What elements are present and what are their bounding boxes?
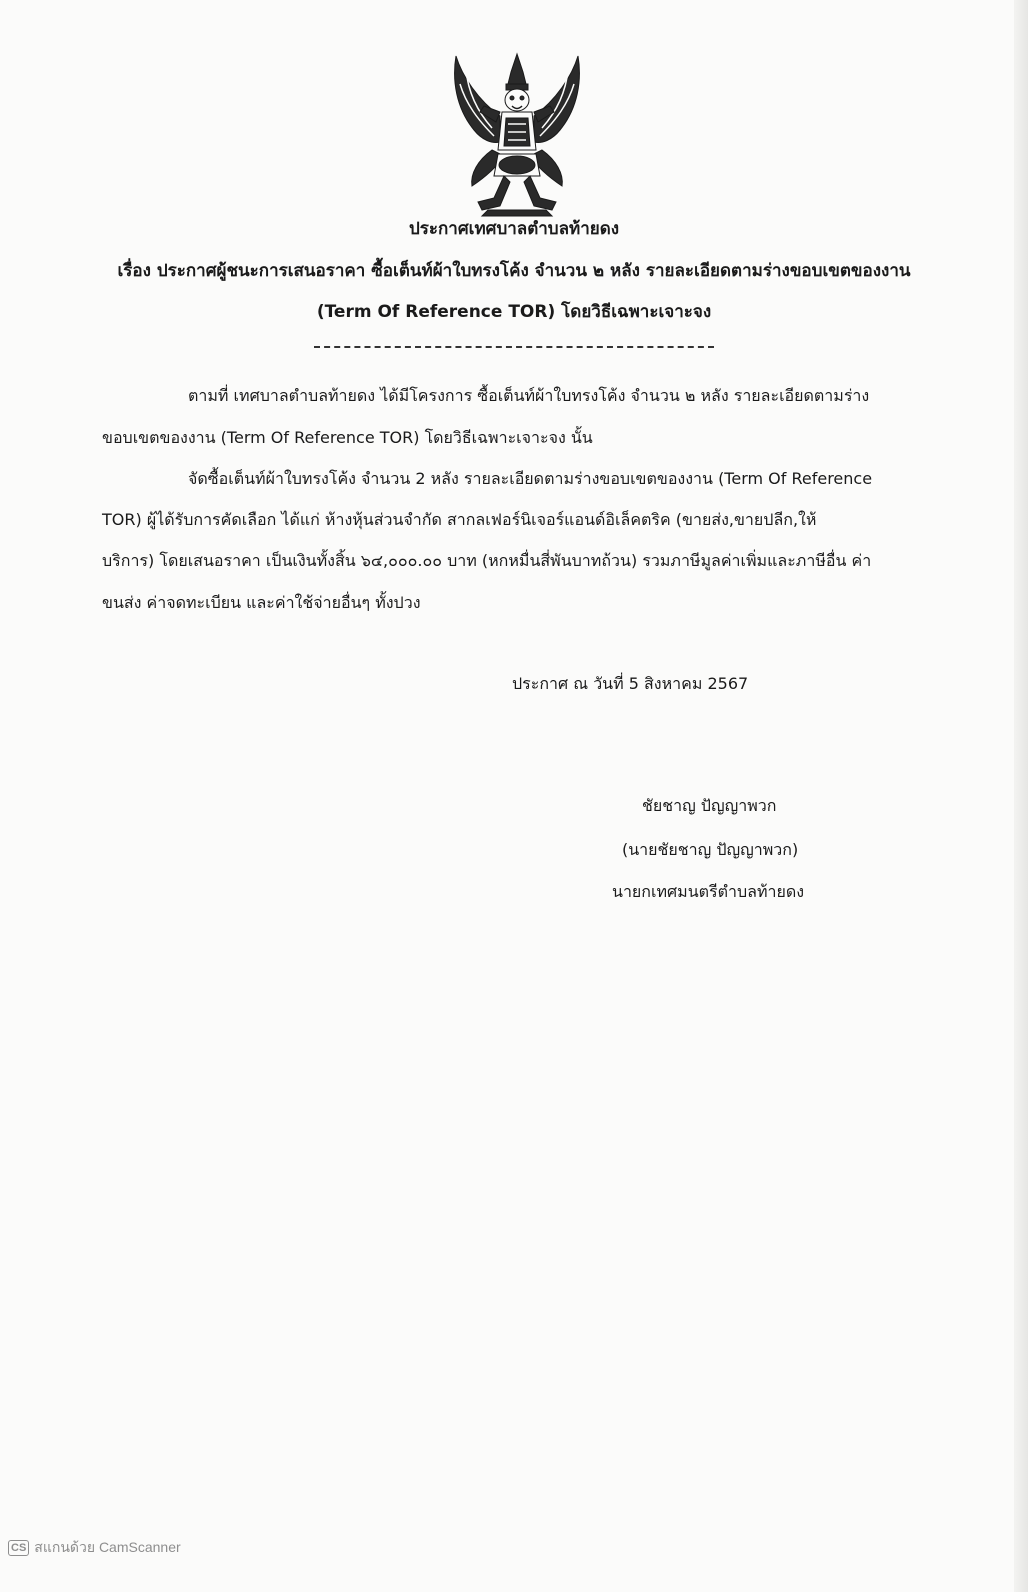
body-line-2: ขอบเขตของงาน (Term Of Reference TOR) โดยวิธีเฉพาะเจาะจง นั้น — [102, 428, 593, 447]
signatory-full-name: (นายชัยชาญ ปัญญาพวก) — [622, 840, 799, 859]
divider-line — [314, 346, 714, 348]
body-line-3: จัดซื้อเต็นท์ผ้าใบทรงโค้ง จำนวน 2 หลัง รายละเอียดตามร่างขอบเขตของงาน (Term Of Reference — [188, 469, 873, 488]
body-line-5: บริการ) โดยเสนอราคา เป็นเงินทั้งสิ้น ๖๔,๐๐๐.๐๐ บาท (หกหมื่นสี่พันบาทถ้วน) รวมภาษีมูลค่าเพิ่มและภาษีอื่น ค่า — [102, 551, 872, 570]
body-line-1: ตามที่ เทศบาลตำบลท้ายดง ได้มีโครงการ ซื้อเต็นท์ผ้าใบทรงโค้ง จำนวน ๒ หลัง รายละเอียดตามร่าง — [188, 386, 870, 405]
document-title: ประกาศเทศบาลตำบลท้ายดง — [408, 219, 620, 239]
body-line-4: TOR) ผู้ได้รับการคัดเลือก ได้แก่ ห้างหุ้นส่วนจำกัด สากลเฟอร์นิเจอร์แอนด์อิเล็คตริค (ขายส่ง,ขายปลีก,ให้ — [102, 510, 817, 529]
announcement-date: ประกาศ ณ วันที่ 5 สิงหาคม 2567 — [512, 674, 749, 693]
body-line-6: ขนส่ง ค่าจดทะเบียน และค่าใช้จ่ายอื่นๆ ทั้งปวง — [102, 593, 421, 612]
signatory-position: นายกเทศมนตรีตำบลท้ายดง — [612, 882, 805, 901]
subject-line-2: (Term Of Reference TOR) โดยวิธีเฉพาะเจาะจง — [316, 302, 712, 322]
garuda-emblem-icon — [448, 50, 586, 218]
signed-name: ชัยชาญ ปัญญาพวก — [642, 796, 777, 815]
camscanner-watermark — [8, 1537, 181, 1559]
camscanner-logo-icon: CS — [8, 1540, 29, 1556]
subject-line-1: เรื่อง ประกาศผู้ชนะการเสนอราคา ซื้อเต็นท์ผ้าใบทรงโค้ง จำนวน ๒ หลัง รายละเอียดตามร่างขอบเขตของงาน — [117, 261, 911, 281]
camscanner-text: สแกนด้วย CamScanner — [34, 1539, 181, 1555]
